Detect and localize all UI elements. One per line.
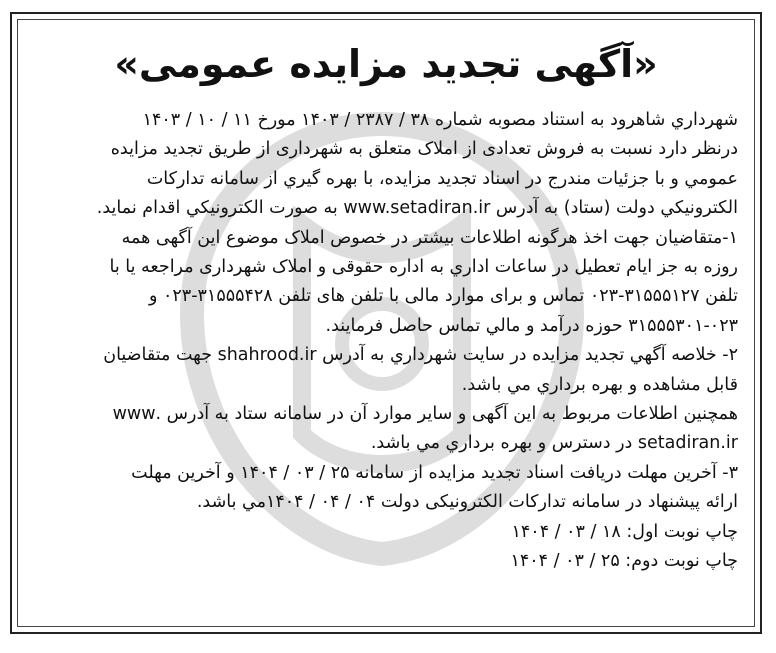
notice-line: ۳- آخرین مهلت دریافت اسناد تجدید مزایده از سامانه ۲۵ / ۰۳ / ۱۴۰۴ و آخرین مهلت [131, 462, 738, 483]
notice-line: شهرداري شاهرود به استناد مصوبه شماره ۳۸ / ۲۳۸۷ / ۱۴۰۳ مورخ ۱۱ / ۱۰ / ۱۴۰۳ [142, 110, 738, 130]
notice-line: ۱-متقاضيان جهت اخذ هرگونه اطلاعات بیشتر در خصوص املاک موضوع اين آگهی همه [121, 227, 738, 248]
notice-line: روزه به جز ایام تعطیل در ساعات اداري به اداره حقوقی و املاک شهرداری مراجعه يا با [109, 257, 738, 278]
notice-line: قابل مشاهده و بهره برداري مي باشد. [461, 374, 738, 395]
print-date-first: چاپ نوبت اول: ۱۸ / ۰۳ / ۱۴۰۴ [511, 521, 738, 542]
print-date-second: چاپ نوبت دوم: ۲۵ / ۰۳ / ۱۴۰۴ [510, 551, 738, 572]
notice-title: «آگهی تجدید مزایده عمومی» [114, 42, 658, 86]
notice-line: تلفن ۳۱۵۵۵۱۲۷-۰۲۳ تماس و برای موارد مالی با تلفن های تلفن ۳۱۵۵۵۴۲۸-۰۲۳ و [148, 286, 738, 307]
notice-frame [10, 12, 762, 634]
notice-line: setadiran.ir در دسترس و بهره برداري مي باشد. [370, 433, 738, 454]
notice-body [34, 106, 738, 577]
notice-line: عمومي و با جزئيات مندرج در اسناد تجدید مزايده، با بهره گيري از سامانه تداركات [146, 168, 738, 189]
notice-line: همچنين اطلاعات مربوط به اين آگهی و ساير موارد آن در سامانه ستاد به آدرس .www [112, 404, 738, 425]
notice-line: ارائه پیشنهاد در سامانه تدارکات الکترونیکی دولت ۰۴ / ۰۴ / ۱۴۰۴مي باشد. [196, 492, 738, 513]
notice-line: ۳۱۵۵۵۳۰۱-۰۲۳ حوزه درآمد و مالي تماس حاصل فرمايند. [325, 315, 738, 336]
notice-line: درنظر دارد نسبت به فروش تعدادی از املاک متعلق به شهرداری از طریق تجدید مزایده [110, 139, 738, 160]
notice-line: الكترونيكي دولت (ستاد) به آدرس www.setadiran.ir به صورت الكترونيكي اقدام نمايد. [96, 198, 738, 219]
notice-line: ۲- خلاصه آگهي تجديد مزايده در سايت شهرداري به آدرس shahrood.ir جهت متقاضيان [103, 345, 738, 366]
